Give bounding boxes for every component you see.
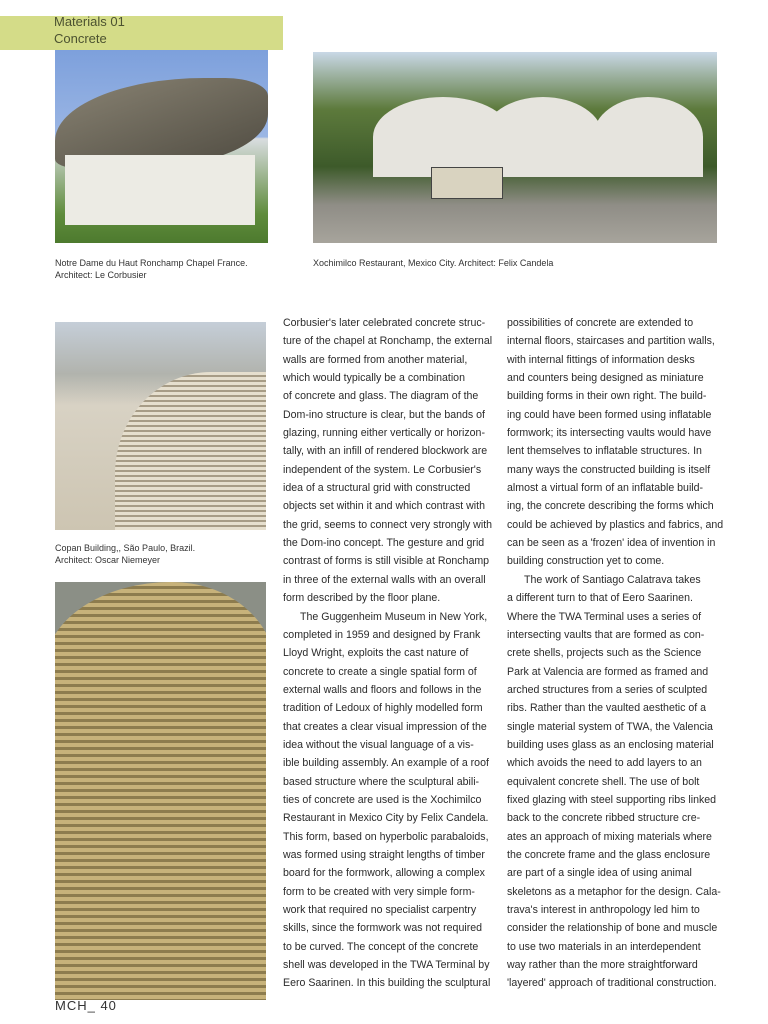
text-line: with internal fittings of information desks xyxy=(507,353,695,366)
section-header-band xyxy=(0,16,283,50)
photo-ronchamp-chapel xyxy=(55,50,268,243)
caption-line: Notre Dame du Haut Ronchamp Chapel France. xyxy=(55,258,248,268)
text-line: ing, the concrete describing the forms which xyxy=(507,500,714,513)
caption-line: Architect: Oscar Niemeyer xyxy=(55,555,161,565)
text-line: The work of Santiago Calatrava takes xyxy=(524,573,701,586)
text-line: ribs. Rather than the vaulted aesthetic of a xyxy=(507,702,707,715)
text-line: external walls and floors and follows in the xyxy=(283,683,482,696)
text-line: was formed using straight lengths of timber xyxy=(283,848,485,861)
caption-line: Xochimilco Restaurant, Mexico City. Architect: Felix Candela xyxy=(313,258,554,268)
body-column-2 xyxy=(507,314,722,993)
text-line: fixed glazing with steel supporting ribs linked xyxy=(507,793,717,806)
text-line: completed in 1959 and designed by Frank xyxy=(283,628,481,641)
text-line: tradition of Ledoux of highly modelled form xyxy=(283,702,483,715)
text-line: work that required no specialist carpentry xyxy=(283,904,477,916)
text-line: Dom-ino structure is clear, but the bands of xyxy=(283,408,485,421)
text-line: 'layered' approach of traditional construction. xyxy=(507,977,717,990)
text-line: consider the relationship of bone and muscle xyxy=(507,922,718,935)
caption-line: Copan Building,, São Paulo, Brazil. xyxy=(55,543,196,553)
text-line: Lloyd Wright, exploits the cast nature of xyxy=(283,647,469,660)
text-line: and counters being designed as miniature xyxy=(507,372,704,385)
text-line: almost a virtual form of an inflatable build- xyxy=(507,482,704,495)
text-line: building forms in their own right. The build- xyxy=(507,390,707,403)
text-line: crete shells, projects such as the Science xyxy=(507,647,702,660)
text-line: building uses glass as an enclosing material xyxy=(507,738,714,751)
text-line: form to be created with very simple form- xyxy=(283,885,475,898)
text-line: skeletons as a metaphor for the design. Cala- xyxy=(507,885,721,898)
text-line: concrete to create a single spatial form of xyxy=(283,665,477,678)
section-label: Materials 01 xyxy=(54,14,125,29)
text-line: way rather than the more straightforward xyxy=(507,959,698,972)
text-line: formwork; its intersecting vaults would have xyxy=(507,427,712,440)
text-line: This form, based on hyperbolic parabaloids, xyxy=(283,830,489,843)
text-line: building construction yet to come. xyxy=(507,555,665,568)
text-line: Park at Valencia are formed as framed and xyxy=(507,665,709,678)
text-line: Restaurant in Mexico City by Felix Candela. xyxy=(283,812,489,825)
text-line: the grid, seems to connect very strongly with xyxy=(283,518,493,531)
text-line: ties of concrete are used is the Xochimilco xyxy=(283,793,482,806)
text-line: of concrete and glass. The diagram of the xyxy=(283,390,479,403)
text-line: Corbusier's later celebrated concrete struc- xyxy=(283,317,486,329)
photo-copan-building xyxy=(55,322,266,530)
text-line: board for the formwork, allowing a complex xyxy=(283,867,485,880)
text-line: single material system of TWA, the Valencia xyxy=(507,720,713,733)
text-line: the Dom-ino concept. The gesture and grid xyxy=(283,537,485,550)
caption-line: Architect: Le Corbusier xyxy=(55,270,147,280)
caption-ronchamp xyxy=(55,257,248,281)
text-line: a different turn to that of Eero Saarinen. xyxy=(507,592,693,605)
text-line: idea without the visual language of a vis- xyxy=(283,738,474,751)
text-line: ing could have been formed using inflatable xyxy=(507,408,712,421)
text-line: that creates a clear visual impression of the xyxy=(283,720,487,733)
text-line: the concrete frame and the glass enclosure xyxy=(507,848,711,861)
text-line: form described by the floor plane. xyxy=(283,592,441,605)
text-line: ates an approach of mixing materials where xyxy=(507,830,712,843)
text-line: which would typically be a combination xyxy=(283,372,465,385)
text-line: are part of a single idea of using animal xyxy=(507,867,692,880)
text-line: can be seen as a 'frozen' idea of invention in xyxy=(507,537,716,550)
text-line: possibilities of concrete are extended to xyxy=(507,317,694,329)
text-line: which avoids the need to add layers to an xyxy=(507,757,702,770)
text-line: intersecting vaults that are formed as con- xyxy=(507,628,705,641)
photo-xochimilco-restaurant xyxy=(313,52,717,243)
text-line: trava's interest in anthropology led him to xyxy=(507,904,700,916)
page-number: MCH_ 40 xyxy=(55,998,117,1013)
text-line: glazing, running either vertically or horizon- xyxy=(283,427,485,440)
text-line: walls are formed from another material, xyxy=(283,353,468,366)
text-line: ture of the chapel at Ronchamp, the external xyxy=(283,335,493,348)
text-line: contrast of forms is still visible at Ronchamp xyxy=(283,555,490,568)
text-line: objects set within it and which contrast with xyxy=(283,500,485,513)
body-column-1 xyxy=(283,314,493,993)
text-line: equivalent concrete shell. The use of bolt xyxy=(507,775,700,788)
text-line: tally, with an infill of rendered blockwork are xyxy=(283,445,488,458)
text-line: back to the concrete ribbed structure cre- xyxy=(507,812,701,825)
text-line: many ways the constructed building is itself xyxy=(507,463,711,476)
text-line: to use two materials in an interdependent xyxy=(507,940,701,953)
text-line: to be curved. The concept of the concrete xyxy=(283,940,479,953)
text-line: lent themselves to inflatable structures. In xyxy=(507,445,702,458)
caption-xochimilco xyxy=(313,257,553,269)
text-line: idea of a structural grid with constructed xyxy=(283,482,471,495)
section-title: Concrete xyxy=(54,31,107,46)
text-line: internal floors, staircases and partition walls, xyxy=(507,335,715,348)
text-line: based structure where the sculptural abili- xyxy=(283,775,480,788)
photo-copan-facade xyxy=(55,582,266,1000)
text-line: skills, since the formwork was not required xyxy=(283,922,483,935)
text-line: Eero Saarinen. In this building the sculptural xyxy=(283,977,491,990)
text-line: ible building assembly. An example of a roof xyxy=(283,757,489,770)
text-line: in three of the external walls with an overall xyxy=(283,573,486,586)
text-line: independent of the system. Le Corbusier's xyxy=(283,463,482,476)
text-line: Where the TWA Terminal uses a series of xyxy=(507,610,702,623)
caption-copan xyxy=(55,542,195,566)
text-line: could be achieved by plastics and fabrics, and xyxy=(507,518,724,531)
text-line: shell was developed in the TWA Terminal by xyxy=(283,959,490,972)
text-line: The Guggenheim Museum in New York, xyxy=(300,610,488,623)
text-line: arched structures from a series of sculpted xyxy=(507,683,708,696)
